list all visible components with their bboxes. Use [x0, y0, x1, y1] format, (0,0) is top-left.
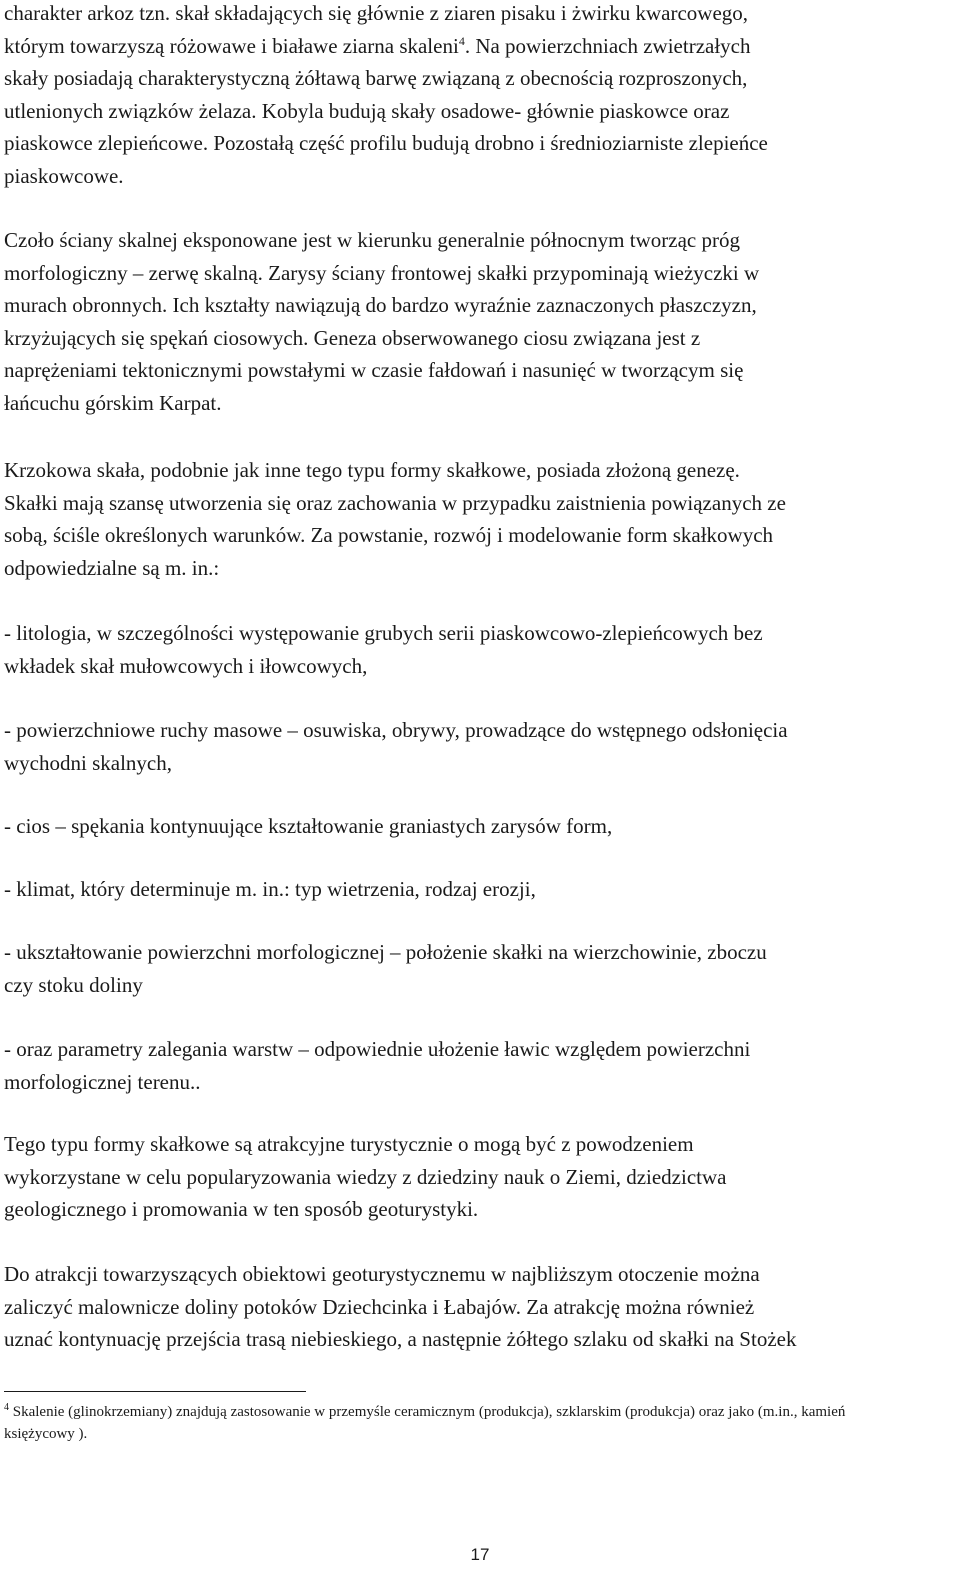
- paragraph-1-text-a: charakter arkoz tzn. skał składających się głównie z ziaren pisaku i żwirku kwarcowego, którym towarzyszą różowawe i białawe ziarna skaleni: [4, 1, 749, 58]
- list-item: - powierzchniowe ruchy masowe – osuwiska, obrywy, prowadzące do wstępnego odsłonięcia wychodni skalnych,: [4, 718, 788, 775]
- footnote: [4, 1401, 954, 1445]
- list-item: - klimat, który determinuje m. in.: typ wietrzenia, rodzaj erozji,: [4, 877, 536, 901]
- paragraph-5: Do atrakcji towarzyszących obiektowi geoturystycznemu w najbliższym otoczenie można zaliczyć malownicze doliny potoków Dziechcinka i Łabajów. Za atrakcję można również uznać kontynuację przejścia trasą niebieskiego, a następnie żółtego szlaku od skałki na Stożek: [4, 1262, 797, 1352]
- paragraph-1: [4, 0, 768, 193]
- list-item: - cios – spękania kontynuujące kształtowanie graniastych zarysów form,: [4, 814, 613, 838]
- paragraph-4: Tego typu formy skałkowe są atrakcyjne turystycznie o mogą być z powodzeniem wykorzystane w celu popularyzowania wiedzy z dziedziny nauk o Ziemi, dziedzictwa geologicznego i promowania w ten sposób geoturystyki.: [4, 1132, 727, 1222]
- list-item: - litologia, w szczególności występowanie grubych serii piaskowcowo-zlepieńcowych bez wkładek skał mułowcowych i iłowcowych,: [4, 621, 763, 678]
- footnote-separator: [4, 1391, 306, 1392]
- footnote-text: Skalenie (glinokrzemiany) znajdują zastosowanie w przemyśle ceramicznym (produkcja), szklarskim (produkcja) oraz jako (m.in., kamień księżycowy ).: [4, 1404, 846, 1442]
- paragraph-2: Czoło ściany skalnej eksponowane jest w kierunku generalnie północnym tworząc próg morfologiczny – zerwę skalną. Zarysy ściany frontowej skałki przypominają wieżyczki w murach obronnych. Ich kształty nawiązują do bardzo wyraźnie zaznaczonych płaszczyzn, krzyżujących się spękań ciosowych. Geneza obserwowanego ciosu związana jest z naprężeniami tektonicznymi powstałymi w czasie fałdowań i nasunięć w tworzącym się łańcuchu górskim Karpat.: [4, 228, 760, 415]
- paragraph-1-text-b: . Na powierzchniach zwietrzałych skały posiadają charakterystyczną żółtawą barwę związaną z obecnością rozproszonych, utlenionych związków żelaza. Kobyla budują skały osadowe- głównie piaskowce oraz piaskowce zlepieńcowe. Pozostałą część profilu budują drobno i średnioziarniste zlepieńce piaskowcowe.: [4, 33, 768, 188]
- footnote-number: 4: [4, 1402, 9, 1413]
- paragraph-3: Krzokowa skała, podobnie jak inne tego typu formy skałkowe, posiada złożoną genezę. Skałki mają szansę utworzenia się oraz zachowania w przypadku zaistnienia powiązanych ze sobą, ściśle określonych warunków. Za powstanie, rozwój i modelowanie form skałkowych odpowiedzialne są m. in.:: [4, 458, 786, 580]
- page-number: 17: [470, 1545, 490, 1564]
- list-item: - oraz parametry zalegania warstw – odpowiednie ułożenie ławic względem powierzchni morfologicznej terenu..: [4, 1037, 751, 1094]
- footnote-reference: 4: [458, 33, 465, 48]
- list-item: - ukształtowanie powierzchni morfologicznej – położenie skałki na wierzchowinie, zboczu czy stoku doliny: [4, 940, 767, 997]
